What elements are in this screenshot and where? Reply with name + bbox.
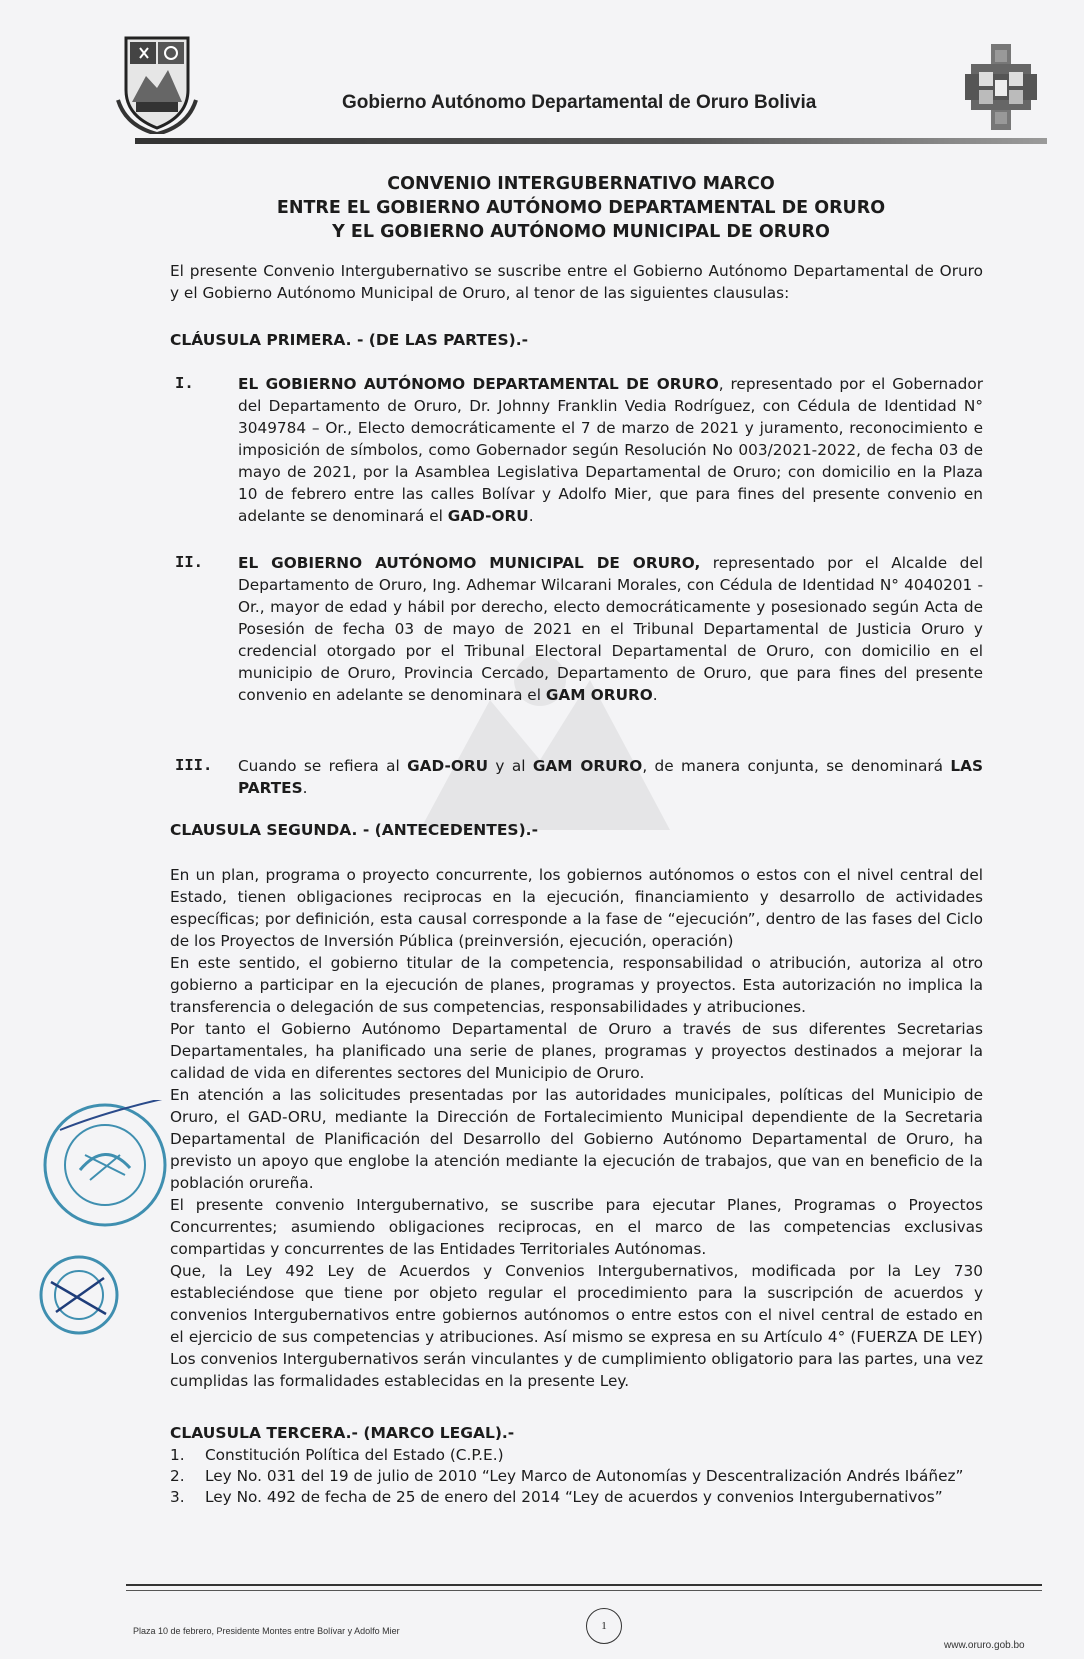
coat-of-arms-logo bbox=[116, 30, 198, 134]
party-2-description: representado por el Alcalde del Departamento de Oruro, Ing. Adhemar Wilcarani Morales, con Cédula de Identidad N° 4040201 - Or., mayor de edad y hábil por derecho, electo democráticamente y posesionado según Acta de Posesión de fecha 03 de mayo de 2021 en el Tribunal Departamental de Justicia Oruro y credencial otorgado por el Tribunal Electoral Departamental de Oruro, con domicilio en el municipio de Oruro, Provincia Cercado, Departamento de Oruro, que para fines del presente convenio en adelante se denominara el bbox=[238, 554, 983, 704]
footer-rule bbox=[126, 1584, 1042, 1586]
party-2-acronym: GAM ORURO bbox=[545, 686, 653, 704]
clause-2-paragraph: Que, la Ley 492 Ley de Acuerdos y Convenios Intergubernativos, modificada por la Ley 730 estableciéndose que tiene por objeto regular el procedimiento para la suscripción de acuerdos y convenios Intergubernativos entre gobiernos autónomos o entre estos con el nivel central de estado en el ejercicio de sus competencias y atribuciones. Así mismo se expresa en su Artículo 4° (FUERZA DE LEY) Los convenios Intergubernativos serán vinculantes y de cumplimiento obligatorio para las partes, una vez cumplidas las formalidades establecidas en la presente Ley. bbox=[170, 1262, 983, 1390]
footer-address: Plaza 10 de febrero, Presidente Montes entre Bolívar y Adolfo Mier bbox=[133, 1626, 400, 1636]
list-item: 3. Ley No. 492 de fecha de 25 de enero del 2014 “Ley de acuerdos y convenios Intergubernativos” bbox=[170, 1488, 943, 1506]
party-1-acronym: GAD-ORU bbox=[447, 507, 529, 525]
title-line-1: CONVENIO INTERGUBERNATIVO MARCO bbox=[387, 174, 775, 194]
party-2-name: EL GOBIERNO AUTÓNOMO MUNICIPAL DE ORURO, bbox=[238, 554, 701, 572]
clause-2-body bbox=[170, 864, 983, 1392]
clause-2-paragraph: En un plan, programa o proyecto concurrente, los gobiernos autónomos o estos con el nivel central del Estado, tienen obligaciones reciprocas en la ejecución, financiamiento y desarrollo de actividades específicas; por definición, esta causal corresponde a la fase de “ejecución”, dentro de las fases del Ciclo de los Proyectos de Inversión Pública (preinversión, ejecución, operación) bbox=[170, 866, 983, 950]
footer-website: www.oruro.gob.bo bbox=[944, 1640, 1025, 1651]
header-rule bbox=[135, 138, 1047, 144]
title-line-3: Y EL GOBIERNO AUTÓNOMO MUNICIPAL DE ORURO bbox=[332, 222, 830, 242]
header-title: Gobierno Autónomo Departamental de Oruro Bolivia bbox=[342, 92, 817, 113]
clause-1-item-2: EL GOBIERNO AUTÓNOMO MUNICIPAL DE ORURO, representado por el Alcalde del Departamento de Oruro, Ing. Adhemar Wilcarani Morales, con Cédula de Identidad N° 4040201 - Or., mayor de edad y hábil por derecho, electo democráticamente y posesionado según Acta de Posesión de fecha 03 de mayo de 2021 en el Tribunal Departamental de Justicia Oruro y credencial otorgado por el Tribunal Electoral Departamental de Oruro, con domicilio en el municipio de Oruro, Provincia Cercado, Departamento de Oruro, que para fines del presente convenio en adelante se denominara el GAM ORURO. bbox=[238, 554, 983, 704]
departmental-emblem-logo bbox=[965, 44, 1037, 130]
clause-1-item-1: EL GOBIERNO AUTÓNOMO DEPARTAMENTAL DE ORURO, representado por el Gobernador del Departamento de Oruro, Dr. Johnny Franklin Vedia Rodríguez, con Cédula de Identidad N° 3049784 – Or., Electo democráticamente el 7 de marzo de 2021 y juramento, reconocimiento e imposición de símbolos, como Gobernador según Resolución No 003/2021-2022, de fecha 03 de mayo de 2021, por la Asamblea Legislativa Departamental de Oruro; con domicilio en la Plaza 10 de febrero entre las calles Bolívar y Adolfo Mier, que para fines del presente convenio en adelante se denominará el GAD-ORU. bbox=[238, 375, 983, 525]
clause-2-heading: CLAUSULA SEGUNDA. - (ANTECEDENTES).- bbox=[170, 821, 539, 839]
clause-1-item-1-number: I. bbox=[175, 374, 194, 392]
autonomy-unit-stamp bbox=[36, 1252, 122, 1338]
party-1-description: , representado por el Gobernador del Departamento de Oruro, Dr. Johnny Franklin Vedia Rodríguez, con Cédula de Identidad N° 3049784 – Or., Electo democráticamente el 7 de marzo de 2021 y juramento, reconocimiento e imposición de símbolos, como Gobernador según Resolución No 003/2021-2022, de fecha 03 de mayo de 2021, por la Asamblea Legislativa Departamental de Oruro; con domicilio en la Plaza 10 de febrero entre las calles Bolívar y Adolfo Mier, que para fines del presente convenio en adelante se denominará el bbox=[238, 375, 983, 525]
clause-3-heading: CLAUSULA TERCERA.- (MARCO LEGAL).- bbox=[170, 1424, 515, 1442]
list-item: 1. Constitución Política del Estado (C.P.E.) bbox=[170, 1446, 504, 1464]
clause-2-paragraph: En este sentido, el gobierno titular de la competencia, responsabilidad o atribución, autoriza al otro gobierno a participar en la ejecución de planes, programas y proyectos. Esta autorización no implica la transferencia o delegación de sus competencias, responsabilidades y atribuciones. bbox=[170, 954, 983, 1016]
legal-secretary-stamp bbox=[40, 1100, 170, 1230]
document-title bbox=[170, 172, 992, 244]
clause-1-item-2-number: II. bbox=[175, 553, 203, 571]
clause-2-paragraph: En atención a las solicitudes presentadas por las autoridades municipales, políticas del Municipio de Oruro, el GAD-ORU, mediante la Dirección de Fortalecimiento Municipal dependiente de la Secretaria Departamental de Planificación del Desarrollo del Gobierno Autónomo Departamental de Oruro, ha previsto un apoyo que englobe la atención mediante la ejecución de trabajos, que van en beneficio de la población orureña. bbox=[170, 1086, 983, 1192]
page-number: 1 bbox=[586, 1608, 622, 1644]
list-item: 2. Ley No. 031 del 19 de julio de 2010 “Ley Marco de Autonomías y Descentralización Andrés Ibáñez” bbox=[170, 1467, 964, 1485]
clause-2-paragraph: El presente convenio Intergubernativo, se suscribe para ejecutar Planes, Programas o Proyectos Concurrentes; asumiendo obligaciones reciprocas, en el marco de las competencias exclusivas compartidas y concurrentes de las Entidades Territoriales Autónomas. bbox=[170, 1196, 983, 1258]
clause-1-heading: CLÁUSULA PRIMERA. - (DE LAS PARTES).- bbox=[170, 331, 529, 349]
intro-paragraph: El presente Convenio Intergubernativo se suscribe entre el Gobierno Autónomo Departamental de Oruro y el Gobierno Autónomo Municipal de Oruro, al tenor de las siguientes clausulas: bbox=[170, 262, 983, 302]
footer-rule-thin bbox=[126, 1590, 1042, 1591]
party-1-name: EL GOBIERNO AUTÓNOMO DEPARTAMENTAL DE ORURO bbox=[238, 375, 719, 393]
clause-1-item-3: Cuando se refiera al GAD-ORU y al GAM ORURO, de manera conjunta, se denominará LAS PARTES. bbox=[238, 757, 983, 797]
legal-framework-list bbox=[170, 1445, 983, 1508]
clause-2-paragraph: Por tanto el Gobierno Autónomo Departamental de Oruro a través de sus diferentes Secretarias Departamentales, ha planificado una serie de planes, programas y proyectos destinados a mejorar la calidad de vida en diferentes sectores del Municipio de Oruro. bbox=[170, 1020, 983, 1082]
clause-1-item-3-number: III. bbox=[175, 756, 213, 774]
title-line-2: ENTRE EL GOBIERNO AUTÓNOMO DEPARTAMENTAL DE ORURO bbox=[276, 198, 886, 218]
